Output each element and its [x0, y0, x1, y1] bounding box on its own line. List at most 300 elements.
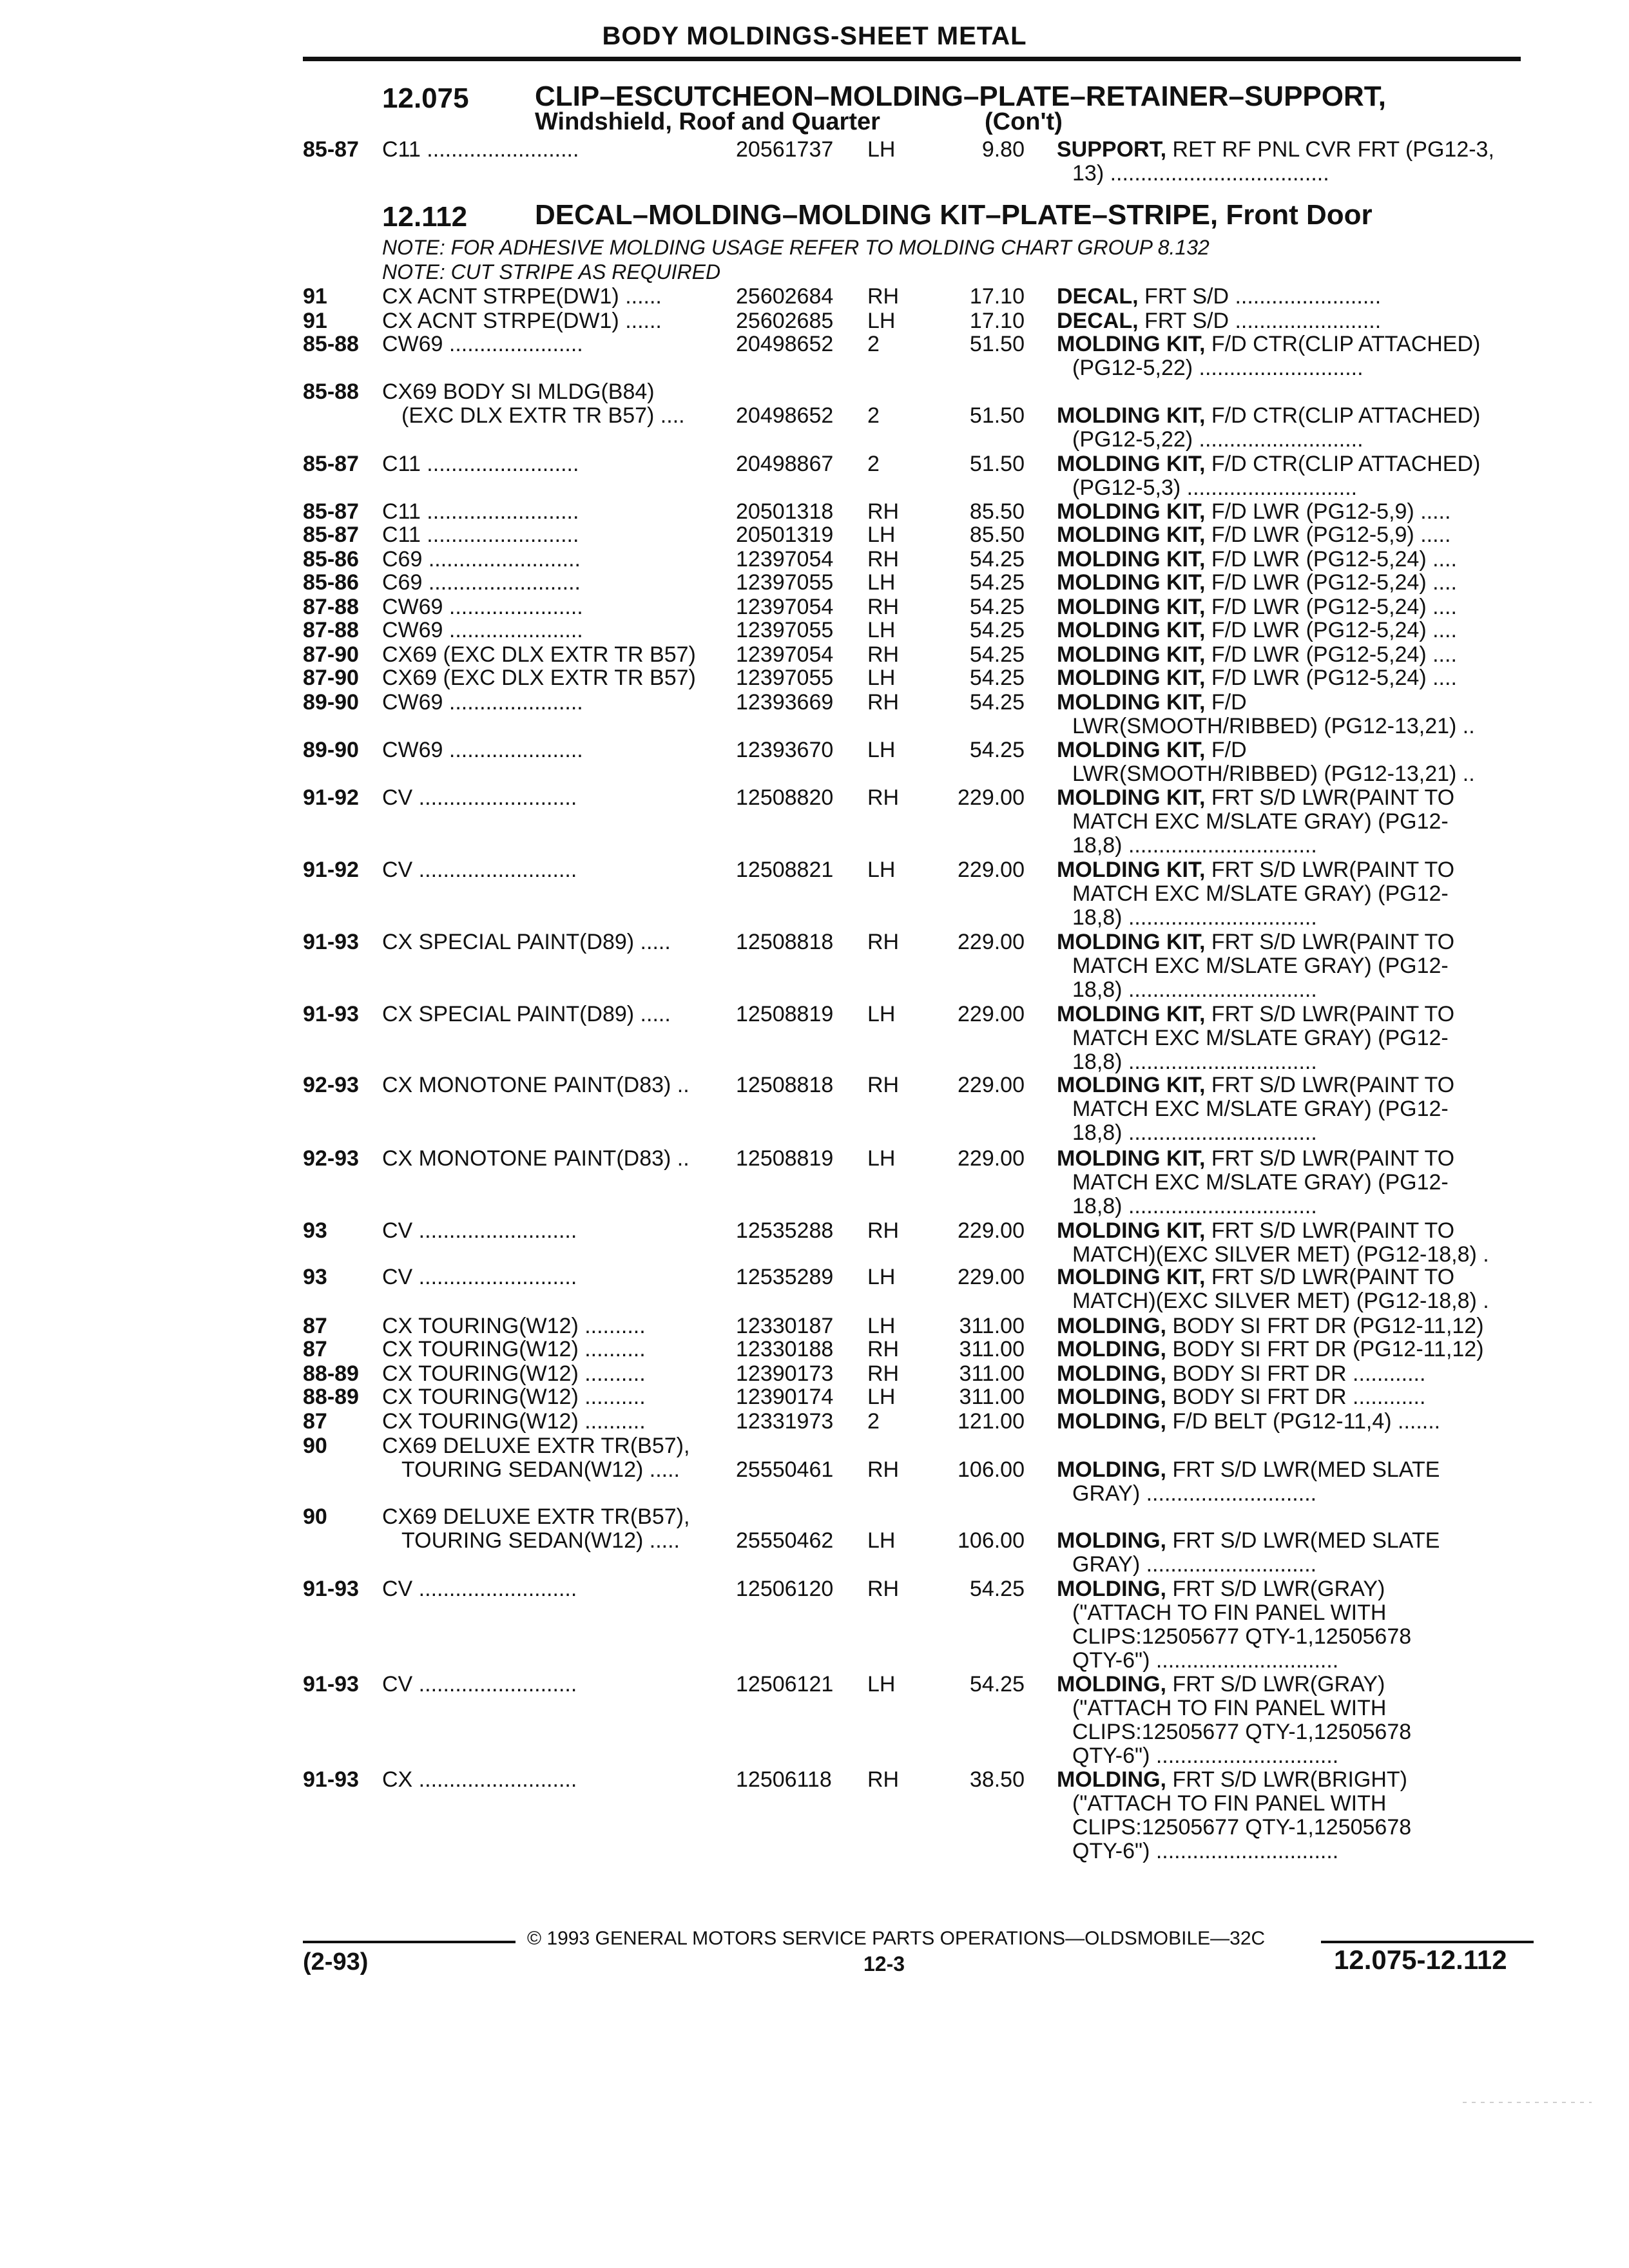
description — [1057, 1314, 1521, 1338]
description — [1057, 930, 1521, 1002]
description-text: F/D — [1211, 691, 1247, 715]
model-line: CV .......................... — [382, 1577, 577, 1601]
description — [1057, 1338, 1521, 1361]
side-qty: LH — [867, 1265, 896, 1289]
model-line: CX .......................... — [382, 1768, 577, 1792]
description — [1057, 1458, 1521, 1506]
side-qty: RH — [867, 785, 900, 810]
description-line — [1057, 1219, 1521, 1243]
model-code — [382, 332, 730, 356]
description-line — [1057, 1003, 1521, 1026]
description-line — [1057, 1362, 1521, 1386]
description-text: FRT S/D LWR(PAINT TO — [1211, 858, 1455, 882]
description-text: FRT S/D LWR(PAINT TO — [1211, 1265, 1455, 1289]
description-line: (PG12-5,22) ........................... — [1072, 356, 1364, 380]
model-year: 89-90 — [303, 738, 359, 762]
model-code — [382, 1434, 730, 1482]
description — [1057, 1768, 1521, 1863]
copyright: © 1993 GENERAL MOTORS SERVICE PARTS OPERATIONS—OLDSMOBILE—32C — [527, 1928, 1266, 1949]
description — [1057, 571, 1521, 595]
part-number: 12506120 — [736, 1577, 834, 1601]
model-year: 87 — [303, 1337, 327, 1361]
description-line: 18,8) ............................... — [1072, 833, 1317, 858]
part-number: 12331973 — [736, 1409, 834, 1434]
side-qty: RH — [867, 1337, 900, 1361]
price: 54.25 — [969, 666, 1025, 690]
part-number: 12397055 — [736, 618, 834, 642]
description-line — [1057, 738, 1521, 762]
model-line: C69 ......................... — [382, 571, 581, 595]
price: 229.00 — [958, 930, 1025, 954]
model-year: 91-92 — [303, 858, 359, 882]
description-line: MATCH EXC M/SLATE GRAY) (PG12- — [1072, 1170, 1449, 1195]
model-code — [382, 285, 730, 309]
description-line: (PG12-5,3) ............................ — [1072, 476, 1358, 500]
description-text: FRT S/D LWR(PAINT TO — [1211, 930, 1455, 954]
part-name: MOLDING KIT, — [1057, 332, 1206, 356]
part-number: 12397054 — [736, 547, 834, 572]
description — [1057, 786, 1521, 858]
part-name: MOLDING KIT, — [1057, 1147, 1206, 1171]
side-qty: 2 — [867, 1409, 880, 1434]
description — [1057, 1673, 1521, 1768]
description-text: F/D LWR (PG12-5,24) .... — [1211, 619, 1457, 642]
part-name: MOLDING, — [1057, 1577, 1166, 1601]
part-number: 25550461 — [736, 1457, 834, 1482]
model-year: 87-88 — [303, 595, 359, 619]
side-qty: LH — [867, 618, 896, 642]
part-number: 12508818 — [736, 930, 834, 954]
part-number: 25602684 — [736, 284, 834, 309]
description — [1057, 738, 1521, 786]
side-qty: RH — [867, 499, 900, 524]
description-text: FRT S/D ........................ — [1144, 285, 1382, 309]
model-code — [382, 380, 730, 428]
description-line: MATCH EXC M/SLATE GRAY) (PG12- — [1072, 1026, 1449, 1050]
side-qty: RH — [867, 284, 900, 309]
model-code — [382, 1362, 730, 1386]
side-qty: LH — [867, 1146, 896, 1171]
description — [1057, 595, 1521, 619]
description-line — [1057, 1768, 1521, 1792]
page-number: 12-3 — [863, 1952, 905, 1975]
part-name: MOLDING KIT, — [1057, 643, 1206, 667]
description-line — [1057, 1458, 1521, 1482]
description-line: 18,8) ............................... — [1072, 905, 1317, 930]
model-code — [382, 138, 730, 162]
description-text: FRT S/D LWR(PAINT TO — [1211, 1219, 1455, 1243]
description-line: CLIPS:12505677 QTY-1,12505678 — [1072, 1624, 1412, 1649]
description-text: FRT S/D ........................ — [1144, 309, 1382, 333]
footer-rule — [303, 1941, 516, 1943]
model-year: 85-88 — [303, 380, 359, 404]
description-line: MATCH EXC M/SLATE GRAY) (PG12- — [1072, 881, 1449, 906]
price: 311.00 — [959, 1385, 1025, 1409]
description-text: FRT S/D LWR(PAINT TO — [1211, 1147, 1455, 1171]
description-line: 18,8) ............................... — [1072, 977, 1317, 1002]
side-qty: RH — [867, 1457, 900, 1482]
model-line: CX SPECIAL PAINT(D89) ..... — [382, 930, 671, 954]
part-name: MOLDING KIT, — [1057, 523, 1206, 547]
model-year: 85-87 — [303, 523, 359, 547]
description-line — [1057, 619, 1521, 642]
price: 54.25 — [969, 547, 1025, 572]
model-line: C11 ......................... — [382, 138, 579, 162]
part-number: 20498652 — [736, 332, 834, 356]
description-text: BODY SI FRT DR (PG12-11,12) — [1172, 1314, 1484, 1338]
section-title: DECAL–MOLDING–MOLDING KIT–PLATE–STRIPE, Front Door — [535, 199, 1373, 231]
section-title: CLIP–ESCUTCHEON–MOLDING–PLATE–RETAINER–SUPPORT, — [535, 81, 1386, 112]
description-line — [1057, 1529, 1521, 1553]
model-code — [382, 1073, 730, 1097]
price: 54.25 — [969, 595, 1025, 619]
price: 229.00 — [958, 1073, 1025, 1097]
part-name: MOLDING KIT, — [1057, 548, 1206, 572]
model-line: CX MONOTONE PAINT(D83) .. — [382, 1073, 689, 1097]
description-line — [1057, 1338, 1521, 1361]
description — [1057, 452, 1521, 500]
description — [1057, 1385, 1521, 1409]
description-text: FRT S/D LWR(MED SLATE — [1172, 1458, 1440, 1482]
part-name: MOLDING, — [1057, 1458, 1166, 1482]
model-year: 85-88 — [303, 332, 359, 356]
model-line: CX69 BODY SI MLDG(B84) — [382, 380, 655, 404]
description — [1057, 619, 1521, 642]
description-text: FRT S/D LWR(MED SLATE — [1172, 1529, 1440, 1553]
part-number: 25550462 — [736, 1528, 834, 1553]
part-number: 12330188 — [736, 1337, 834, 1361]
description-line: LWR(SMOOTH/RIBBED) (PG12-13,21) .. — [1072, 762, 1475, 786]
side-qty: LH — [867, 1528, 896, 1553]
model-year: 85-86 — [303, 570, 359, 595]
model-year: 85-87 — [303, 499, 359, 524]
side-qty: LH — [867, 1314, 896, 1338]
description-text: F/D — [1211, 738, 1247, 762]
price: 229.00 — [958, 1002, 1025, 1026]
model-year: 89-90 — [303, 690, 359, 715]
model-line: CW69 ...................... — [382, 332, 583, 356]
price: 54.25 — [969, 570, 1025, 595]
model-year: 92-93 — [303, 1146, 359, 1171]
price: 229.00 — [958, 785, 1025, 810]
description — [1057, 548, 1521, 572]
description — [1057, 1529, 1521, 1577]
description-text: FRT S/D LWR(PAINT TO — [1211, 786, 1455, 810]
model-code — [382, 643, 730, 667]
price: 38.50 — [969, 1767, 1025, 1792]
model-code — [382, 738, 730, 762]
description-line: GRAY) ............................ — [1072, 1481, 1317, 1506]
side-qty: RH — [867, 547, 900, 572]
side-qty: RH — [867, 1218, 900, 1243]
description-text: F/D BELT (PG12-11,4) ....... — [1172, 1410, 1441, 1434]
part-name: MOLDING KIT, — [1057, 595, 1206, 619]
model-line: CX ACNT STRPE(DW1) ...... — [382, 285, 662, 309]
side-qty: RH — [867, 930, 900, 954]
model-line: (EXC DLX EXTR TR B57) .... — [401, 403, 685, 428]
price: 9.80 — [981, 137, 1025, 162]
description-line: ("ATTACH TO FIN PANEL WITH — [1072, 1791, 1387, 1816]
model-line: CX TOURING(W12) .......... — [382, 1362, 646, 1386]
description-line — [1057, 691, 1521, 715]
section-number: 12.075 — [382, 82, 469, 114]
model-line: CV .......................... — [382, 786, 577, 810]
model-year: 85-87 — [303, 137, 359, 162]
model-line: CX SPECIAL PAINT(D89) ..... — [382, 1003, 671, 1026]
price: 17.10 — [969, 284, 1025, 309]
part-number: 20501319 — [736, 523, 834, 547]
page-title: BODY MOLDINGS-SHEET METAL — [602, 22, 1027, 50]
model-code — [382, 1505, 730, 1553]
model-year: 85-87 — [303, 452, 359, 476]
model-year: 88-89 — [303, 1385, 359, 1409]
description-line: QTY-6") .............................. — [1072, 1839, 1339, 1863]
description — [1057, 666, 1521, 690]
model-code — [382, 500, 730, 524]
part-number: 12390174 — [736, 1385, 834, 1409]
model-year: 91-93 — [303, 1002, 359, 1026]
part-number: 20498867 — [736, 452, 834, 476]
description-text: F/D LWR (PG12-5,9) ..... — [1211, 523, 1451, 547]
description-text: BODY SI FRT DR (PG12-11,12) — [1172, 1338, 1484, 1361]
model-code — [382, 930, 730, 954]
description-text: F/D LWR (PG12-5,24) .... — [1211, 548, 1457, 572]
description-line: LWR(SMOOTH/RIBBED) (PG12-13,21) .. — [1072, 714, 1475, 738]
part-name: MOLDING KIT, — [1057, 666, 1206, 690]
side-qty: 2 — [867, 452, 880, 476]
description-line: MATCH EXC M/SLATE GRAY) (PG12- — [1072, 1097, 1449, 1121]
model-year: 91-93 — [303, 930, 359, 954]
part-name: MOLDING KIT, — [1057, 930, 1206, 954]
model-line: CX69 DELUXE EXTR TR(B57), — [382, 1505, 690, 1529]
model-code — [382, 691, 730, 715]
description — [1057, 523, 1521, 547]
model-line: C11 ......................... — [382, 500, 579, 524]
side-qty: RH — [867, 1361, 900, 1386]
part-name: MOLDING, — [1057, 1314, 1166, 1338]
model-code — [382, 523, 730, 547]
model-line: CX69 (EXC DLX EXTR TR B57) — [382, 643, 696, 667]
model-code — [382, 786, 730, 810]
part-number: 12508821 — [736, 858, 834, 882]
description — [1057, 643, 1521, 667]
footer-rule — [1321, 1941, 1534, 1943]
part-name: MOLDING KIT, — [1057, 1219, 1206, 1243]
description-line — [1057, 643, 1521, 667]
header-rule — [303, 57, 1521, 61]
description-line — [1057, 452, 1521, 476]
note-cut-stripe: NOTE: CUT STRIPE AS REQUIRED — [382, 260, 721, 284]
description — [1057, 138, 1521, 186]
description-text: RET RF PNL CVR FRT (PG12-3, — [1172, 138, 1494, 162]
price: 51.50 — [969, 332, 1025, 356]
model-year: 90 — [303, 1504, 327, 1529]
description — [1057, 404, 1521, 452]
part-number: 12508819 — [736, 1146, 834, 1171]
description-line — [1057, 1073, 1521, 1097]
side-qty: RH — [867, 642, 900, 667]
part-number: 25602685 — [736, 309, 834, 333]
model-line: TOURING SEDAN(W12) ..... — [401, 1528, 680, 1553]
price: 17.10 — [969, 309, 1025, 333]
description — [1057, 691, 1521, 738]
description-line — [1057, 786, 1521, 810]
model-code — [382, 1265, 730, 1289]
continued-label: (Con't) — [985, 108, 1063, 135]
model-year: 87-88 — [303, 618, 359, 642]
model-year: 91 — [303, 284, 327, 309]
scan-artifact — [1463, 2102, 1592, 2103]
part-number: 12535289 — [736, 1265, 834, 1289]
model-line: CX TOURING(W12) .......... — [382, 1385, 646, 1409]
part-name: MOLDING KIT, — [1057, 1003, 1206, 1026]
side-qty: RH — [867, 690, 900, 715]
description-text: F/D LWR (PG12-5,9) ..... — [1211, 500, 1451, 524]
price: 311.00 — [959, 1314, 1025, 1338]
description-line: CLIPS:12505677 QTY-1,12505678 — [1072, 1815, 1412, 1840]
model-line: CW69 ...................... — [382, 691, 583, 715]
part-name: MOLDING KIT, — [1057, 691, 1206, 715]
description-line — [1057, 1673, 1521, 1696]
part-name: MOLDING, — [1057, 1529, 1166, 1553]
model-code — [382, 1219, 730, 1243]
model-line: CX TOURING(W12) .......... — [382, 1410, 646, 1434]
model-line: C11 ......................... — [382, 452, 579, 476]
part-number: 12506121 — [736, 1672, 834, 1696]
model-code — [382, 1385, 730, 1409]
price: 54.25 — [969, 738, 1025, 762]
side-qty: 2 — [867, 332, 880, 356]
model-code — [382, 666, 730, 690]
description — [1057, 1003, 1521, 1074]
part-number: 12506118 — [736, 1767, 832, 1792]
price: 54.25 — [969, 642, 1025, 667]
price: 54.25 — [969, 618, 1025, 642]
side-qty: LH — [867, 738, 896, 762]
model-year: 91-93 — [303, 1672, 359, 1696]
model-year: 91-93 — [303, 1577, 359, 1601]
description-text: FRT S/D LWR(GRAY) — [1172, 1673, 1385, 1696]
model-code — [382, 619, 730, 642]
model-line: CX MONOTONE PAINT(D83) .. — [382, 1147, 689, 1171]
description — [1057, 1410, 1521, 1434]
description-text: BODY SI FRT DR ............ — [1172, 1362, 1426, 1386]
part-name: MOLDING, — [1057, 1338, 1166, 1361]
description-line: ("ATTACH TO FIN PANEL WITH — [1072, 1696, 1387, 1720]
model-year: 87 — [303, 1409, 327, 1434]
side-qty: LH — [867, 666, 896, 690]
part-name: MOLDING, — [1057, 1673, 1166, 1696]
model-code — [382, 1673, 730, 1696]
model-line: C11 ......................... — [382, 523, 579, 547]
side-qty: RH — [867, 1073, 900, 1097]
description-line — [1057, 1314, 1521, 1338]
description-line — [1057, 858, 1521, 882]
description — [1057, 332, 1521, 380]
description-line — [1057, 1147, 1521, 1171]
model-code — [382, 309, 730, 333]
description-line: 18,8) ............................... — [1072, 1194, 1317, 1218]
model-year: 91 — [303, 309, 327, 333]
description-text: FRT S/D LWR(PAINT TO — [1211, 1073, 1455, 1097]
description — [1057, 500, 1521, 524]
description-text: F/D CTR(CLIP ATTACHED) — [1211, 404, 1481, 428]
description-line: 18,8) ............................... — [1072, 1120, 1317, 1145]
part-name: MOLDING, — [1057, 1385, 1166, 1409]
part-name: MOLDING KIT, — [1057, 786, 1206, 810]
price: 54.25 — [969, 1577, 1025, 1601]
description — [1057, 1147, 1521, 1218]
description-line: 18,8) ............................... — [1072, 1050, 1317, 1074]
model-year: 87 — [303, 1314, 327, 1338]
section-subtitle: Windshield, Roof and Quarter — [535, 108, 880, 135]
part-name: MOLDING, — [1057, 1362, 1166, 1386]
price: 229.00 — [958, 1218, 1025, 1243]
part-name: MOLDING KIT, — [1057, 738, 1206, 762]
price: 229.00 — [958, 1265, 1025, 1289]
model-line: CW69 ...................... — [382, 738, 583, 762]
side-qty: LH — [867, 1385, 896, 1409]
model-code — [382, 1338, 730, 1361]
side-qty: LH — [867, 309, 896, 333]
model-code — [382, 1003, 730, 1026]
price: 106.00 — [958, 1528, 1025, 1553]
description-text: F/D LWR (PG12-5,24) .... — [1211, 643, 1457, 667]
model-code — [382, 1147, 730, 1171]
model-year: 93 — [303, 1218, 327, 1243]
price: 85.50 — [969, 523, 1025, 547]
model-line: CW69 ...................... — [382, 619, 583, 642]
model-year: 85-86 — [303, 547, 359, 572]
description — [1057, 309, 1521, 333]
part-number: 12393670 — [736, 738, 834, 762]
description — [1057, 1362, 1521, 1386]
part-name: MOLDING KIT, — [1057, 619, 1206, 642]
model-line: CX TOURING(W12) .......... — [382, 1314, 646, 1338]
price: 229.00 — [958, 1146, 1025, 1171]
side-qty: LH — [867, 523, 896, 547]
description-line — [1057, 523, 1521, 547]
price: 51.50 — [969, 403, 1025, 428]
part-number: 12535288 — [736, 1218, 834, 1243]
model-year: 87-90 — [303, 642, 359, 667]
model-code — [382, 548, 730, 572]
description — [1057, 285, 1521, 309]
price: 311.00 — [959, 1337, 1025, 1361]
part-number: 20561737 — [736, 137, 834, 162]
description — [1057, 858, 1521, 930]
description-line: MATCH)(EXC SILVER MET) (PG12-18,8) . — [1072, 1289, 1489, 1313]
model-year: 87-90 — [303, 666, 359, 690]
part-number: 20498652 — [736, 403, 834, 428]
description — [1057, 1577, 1521, 1673]
description-line: MATCH EXC M/SLATE GRAY) (PG12- — [1072, 954, 1449, 978]
side-qty: LH — [867, 570, 896, 595]
description-line — [1057, 1577, 1521, 1601]
model-code — [382, 571, 730, 595]
part-name: MOLDING, — [1057, 1410, 1166, 1434]
description-line — [1057, 666, 1521, 690]
description-line — [1057, 1265, 1521, 1289]
description-line — [1057, 500, 1521, 524]
model-line: CV .......................... — [382, 858, 577, 882]
description-line: ("ATTACH TO FIN PANEL WITH — [1072, 1600, 1387, 1625]
description-text: F/D LWR (PG12-5,24) .... — [1211, 595, 1457, 619]
part-number: 12508818 — [736, 1073, 834, 1097]
part-number: 12390173 — [736, 1361, 834, 1386]
part-name: MOLDING KIT, — [1057, 500, 1206, 524]
part-name: MOLDING KIT, — [1057, 452, 1206, 476]
